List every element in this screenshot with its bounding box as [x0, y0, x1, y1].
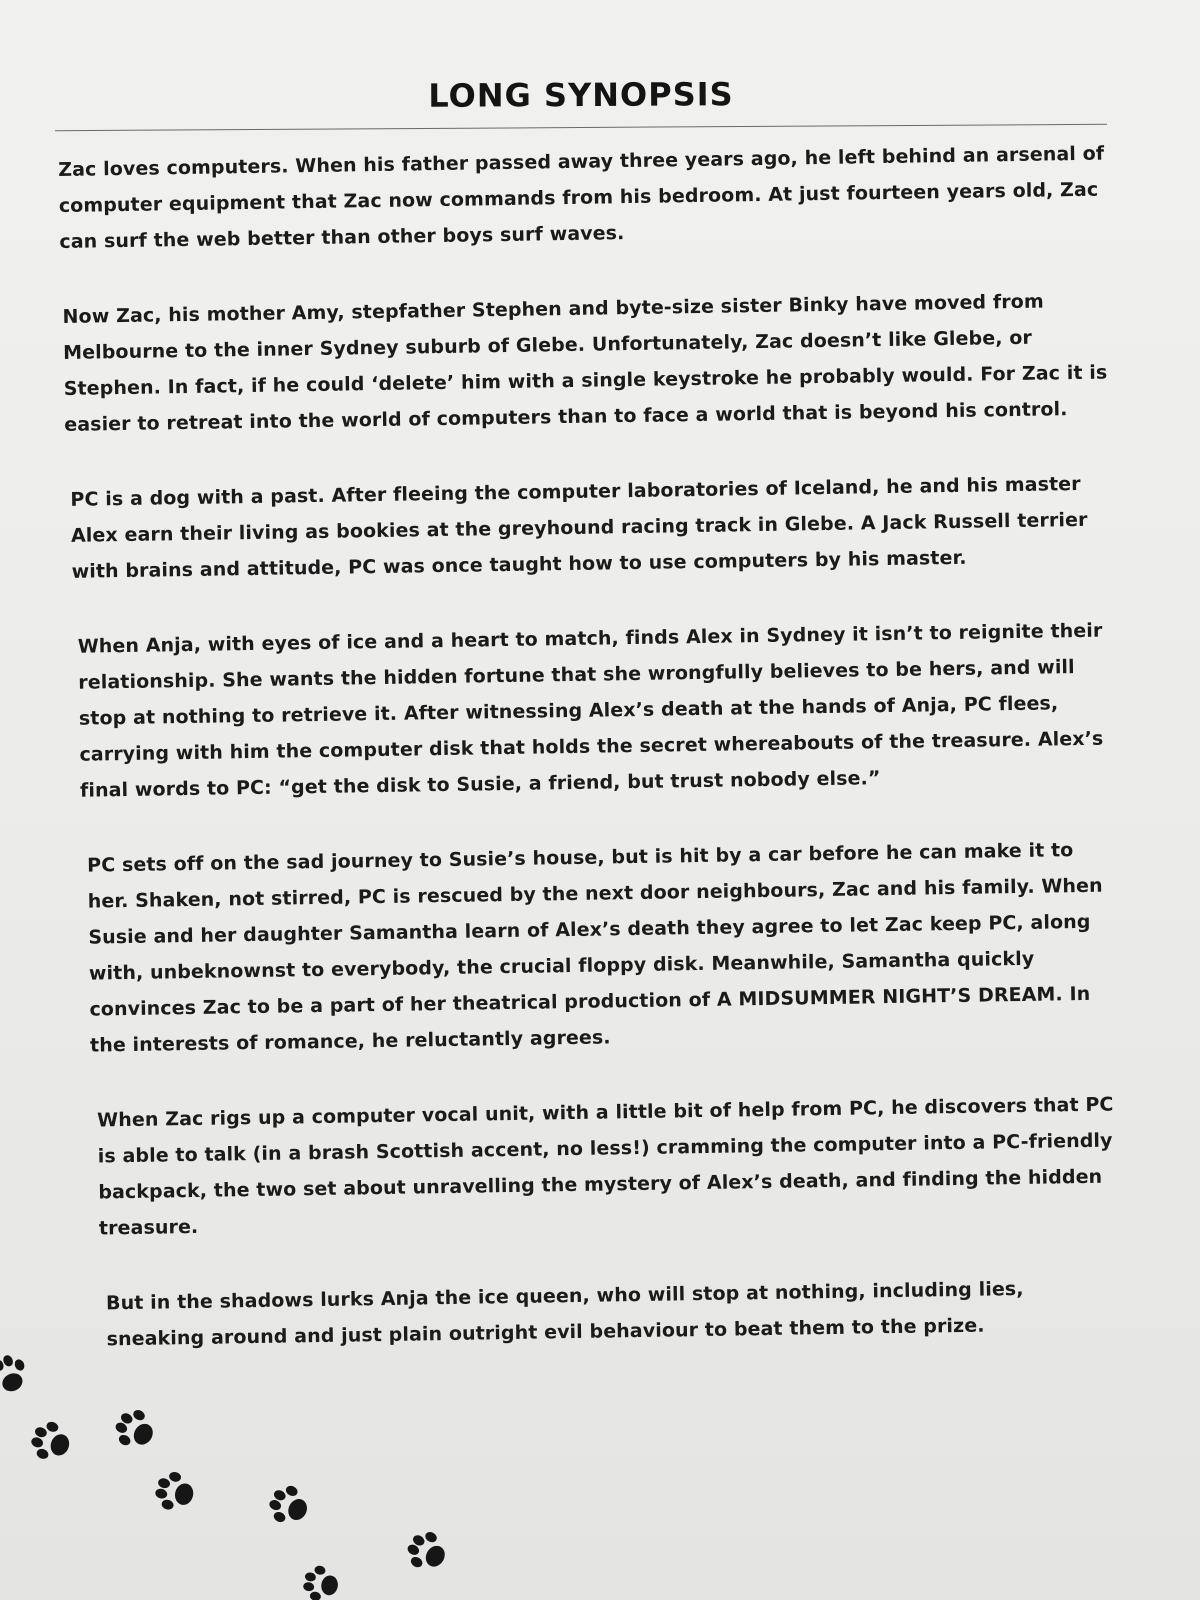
paw-print-icon — [103, 1397, 169, 1463]
synopsis-paragraph-4: When Anja, with eyes of ice and a heart to match, finds Alex in Sydney it isn’t to reignite their relationship. She wants the hidden fortune that she wrongfully believes to be hers, and will stop at nothing to retrieve it. After witnessing Alex’s death at the hands of Anja, PC flees, carrying with him the computer disk that holds the secret whereabouts of the treasure. Alex’s final words to PC: “get the disk to Susie, a friend, but trust nobody else.” — [77, 619, 1104, 802]
paw-print-icon — [258, 1474, 322, 1538]
synopsis-paragraph-6: When Zac rigs up a computer vocal unit, with a little bit of help from PC, he discovers that PC is able to talk (in a brash Scottish accent, no less!) cramming the computer into a PC-friendly backpack, the two set about unravelling the mystery of Alex’s death, and finding the hidden treasure. — [97, 1093, 1114, 1240]
paw-print-icon — [395, 1519, 461, 1585]
synopsis-paragraph-7: But in the shadows lurks Anja the ice queen, who will stop at nothing, including lies, sneaking around and just plain outright evil behaviour to beat them to the prize. — [105, 1277, 1024, 1351]
synopsis-body — [58, 136, 1123, 1397]
paw-print-icon — [147, 1463, 206, 1522]
paw-print-icon — [0, 1344, 40, 1405]
page-title: LONG SYNOPSIS — [428, 75, 734, 115]
paw-print-icon — [21, 1411, 83, 1473]
paw-print-icon — [297, 1559, 348, 1600]
paw-print-trail — [0, 1340, 520, 1600]
page-header — [55, 72, 1107, 128]
synopsis-paragraph-5: PC sets off on the sad journey to Susie’s house, but is hit by a car before he can make it to her. Shaken, not stirred, PC is rescued by the next door neighbours, Zac and his family. When Susie and her daughter Samantha learn of Alex’s death they agree to let Zac keep PC, along with, unbeknownst to everybody, the crucial floppy disk. Meanwhile, Samantha quickly convinces Zac to be a part of her theatrical production of A MIDSUMMER NIGHT’S DREAM. In the interests of romance, he reluctantly agrees. — [87, 839, 1103, 1057]
synopsis-paragraph-1: Zac loves computers. When his father passed away three years ago, he left behind an arsenal of computer equipment that Zac now commands from his bedroom. At just fourteen years old, Zac can surf the web better than other boys surf waves. — [58, 142, 1105, 253]
synopsis-paragraph-3: PC is a dog with a past. After fleeing the computer laboratories of Iceland, he and his master Alex earn their living as bookies at the greyhound racing track in Glebe. A Jack Russell terrier with brains and attitude, PC was once taught how to use computers by his master. — [70, 472, 1088, 583]
title-underline — [55, 124, 1107, 131]
synopsis-paragraph-2: Now Zac, his mother Amy, stepfather Stephen and byte-size sister Binky have moved from Melbourne to the inner Sydney suburb of Glebe. Unfortunately, Zac doesn’t like Glebe, or Stephen. In fact, if he could ‘delete’ him with a single keystroke he probably would. For Zac it is easier to retreat into the world of computers than to face a world that is beyond his control. — [62, 290, 1108, 436]
